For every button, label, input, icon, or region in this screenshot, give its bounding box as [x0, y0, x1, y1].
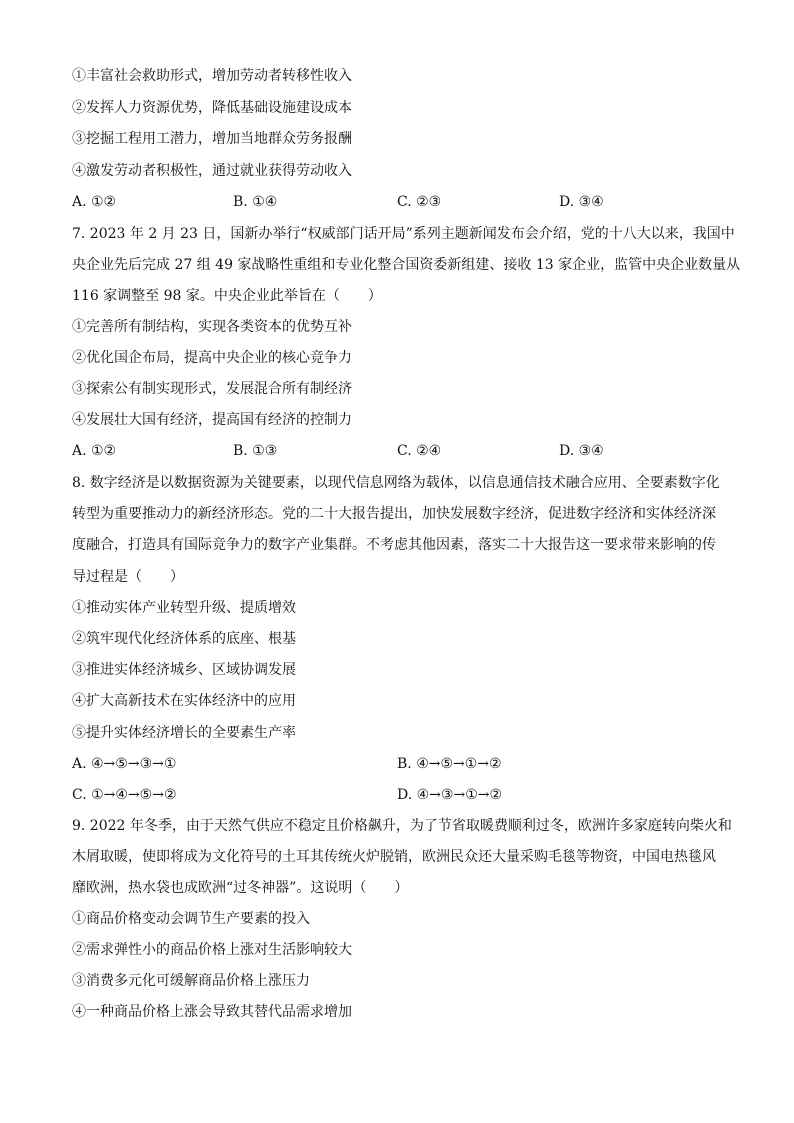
q8-item-1: ①推动实体产业转型升级、提质增效 [72, 600, 296, 616]
q8-item-2: ②筑牢现代化经济体系的底座、根基 [72, 631, 296, 647]
q7-option-a: A. ①② [72, 443, 117, 459]
q8-option-d: D. ④→③→①→② [397, 787, 503, 803]
q7-option-d: D. ③④ [559, 443, 604, 459]
q6-item-3: ③挖掘工程用工潜力，增加当地群众劳务报酬 [72, 131, 352, 147]
q7-option-c: C. ②④ [397, 443, 442, 459]
q9-stem-line-3: 靡欧洲，热水袋也成欧洲“过冬神器”。这说明（ ） [72, 880, 409, 896]
q8-item-5: ⑤提升实体经济增长的全要素生产率 [72, 725, 296, 741]
q6-option-c: C. ②③ [397, 194, 442, 210]
q8-stem-line-4: 导过程是（ ） [72, 569, 184, 585]
q7-item-4: ④发展壮大国有经济，提高国有经济的控制力 [72, 412, 352, 428]
q8-stem-line-2: 转型为重要推动力的新经济形态。党的二十大报告提出，加快发展数字经济，促进数字经济和实体经济深 [72, 506, 716, 522]
q7-option-b: B. ①③ [233, 443, 278, 459]
q9-item-4: ④一种商品价格上涨会导致其替代品需求增加 [72, 1004, 352, 1020]
q8-option-a: A. ④→⑤→③→① [72, 756, 177, 772]
q7-stem-line-2: 央企业先后完成 27 组 49 家战略性重组和专业化整合国资委新组建、接收 13 家企业，监管中央企业数量从 [72, 257, 741, 273]
q8-stem-line-1: 8. 数字经济是以数据资源为关键要素，以现代信息网络为载体，以信息通信技术融合应用、全要素数字化 [72, 475, 720, 491]
q6-option-a: A. ①② [72, 194, 117, 210]
q8-option-c: C. ①→④→⑤→② [72, 787, 177, 803]
q7-item-3: ③探索公有制实现形式，发展混合所有制经济 [72, 381, 352, 397]
q6-option-b: B. ①④ [233, 194, 278, 210]
q8-item-4: ④扩大高新技术在实体经济中的应用 [72, 693, 296, 709]
q7-item-1: ①完善所有制结构，实现各类资本的优势互补 [72, 319, 352, 335]
q7-item-2: ②优化国企布局，提高中央企业的核心竞争力 [72, 350, 352, 366]
q7-stem-line-3: 116 家调整至 98 家。中央企业此举旨在（ ） [72, 288, 382, 304]
q6-item-4: ④激发劳动者积极性，通过就业获得劳动收入 [72, 163, 352, 179]
q9-stem-line-1: 9. 2022 年冬季，由于天然气供应不稳定且价格飙升，为了节省取暖费顺利过冬，欧洲许多家庭转向柴火和 [72, 818, 732, 834]
q8-item-3: ③推进实体经济城乡、区域协调发展 [72, 662, 296, 678]
q9-item-1: ①商品价格变动会调节生产要素的投入 [72, 911, 310, 927]
q6-option-d: D. ③④ [559, 194, 604, 210]
q6-item-1: ①丰富社会救助形式，增加劳动者转移性收入 [72, 68, 352, 84]
q7-stem-line-1: 7. 2023 年 2 月 23 日，国新办举行“权威部门话开局”系列主题新闻发布会介绍，党的十八大以来，我国中 [72, 226, 735, 242]
q6-item-2: ②发挥人力资源优势，降低基础设施建设成本 [72, 100, 352, 116]
q9-item-2: ②需求弹性小的商品价格上涨对生活影响较大 [72, 942, 352, 958]
q9-stem-line-2: 木屑取暖，使即将成为文化符号的土耳其传统火炉脱销，欧洲民众还大量采购毛毯等物资，中国电热毯风 [72, 849, 716, 865]
q9-item-3: ③消费多元化可缓解商品价格上涨压力 [72, 973, 310, 989]
q8-option-b: B. ④→⑤→①→② [397, 756, 502, 772]
q8-stem-line-3: 度融合，打造具有国际竞争力的数字产业集群。不考虑其他因素，落实二十大报告这一要求带来影响的传 [72, 537, 716, 553]
